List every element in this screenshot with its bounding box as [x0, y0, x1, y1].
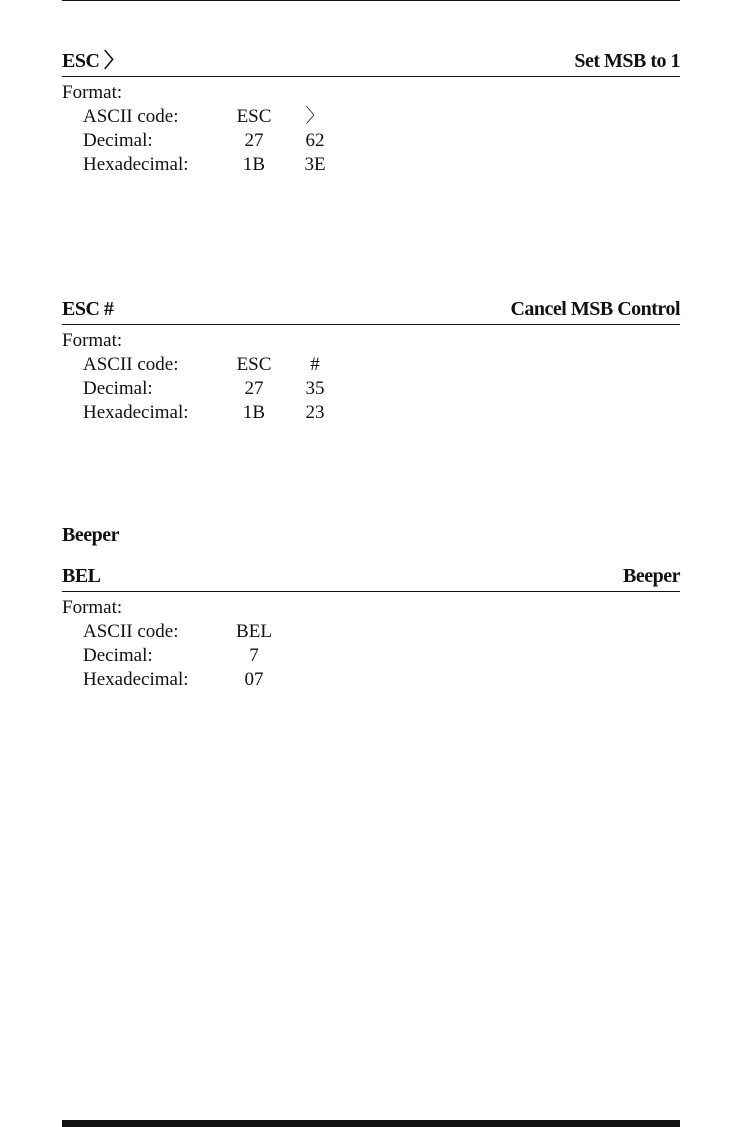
format-row-hex	[62, 153, 680, 177]
command-cancel-msb	[62, 298, 680, 425]
row-label: Hexadecimal:	[83, 669, 189, 690]
section-heading-beeper: Beeper	[62, 524, 119, 546]
row-value: #	[310, 354, 320, 375]
row-label: Hexadecimal:	[83, 402, 189, 423]
command-title: Beeper	[623, 565, 680, 587]
command-code: ESC #	[62, 298, 114, 320]
format-row-decimal	[62, 377, 680, 401]
format-label: Format:	[62, 82, 123, 103]
format-row-hex	[62, 401, 680, 425]
command-title: Set MSB to 1	[574, 50, 680, 72]
command-beeper	[62, 565, 680, 692]
row-value: 3E	[304, 154, 326, 175]
command-title: Cancel MSB Control	[510, 298, 680, 320]
top-rule	[62, 0, 680, 1]
command-header	[62, 50, 680, 77]
row-value: 7	[249, 645, 259, 666]
row-value: 27	[244, 130, 264, 151]
command-header	[62, 565, 680, 592]
row-value: BEL	[236, 621, 272, 642]
format-row-ascii	[62, 105, 680, 129]
format-row-ascii	[62, 353, 680, 377]
row-label: ASCII code:	[83, 621, 179, 642]
row-value: ESC	[236, 106, 272, 127]
row-label: ASCII code:	[83, 106, 179, 127]
format-row-decimal	[62, 644, 680, 668]
row-label: Decimal:	[83, 130, 153, 151]
command-code: ESC 〉	[62, 50, 124, 72]
row-value: 07	[244, 669, 264, 690]
row-value: 27	[244, 378, 264, 399]
format-row-decimal	[62, 129, 680, 153]
row-value: ESC	[236, 354, 272, 375]
command-header	[62, 298, 680, 325]
row-label: Decimal:	[83, 645, 153, 666]
row-value: 〉	[305, 106, 325, 127]
format-label: Format:	[62, 330, 123, 351]
format-row-hex	[62, 668, 680, 692]
format-label: Format:	[62, 597, 123, 618]
format-row-ascii	[62, 620, 680, 644]
command-code: BEL	[62, 565, 101, 587]
bottom-rule	[62, 1120, 680, 1127]
row-value: 62	[305, 130, 325, 151]
row-label: Hexadecimal:	[83, 154, 189, 175]
row-label: Decimal:	[83, 378, 153, 399]
row-value: 1B	[242, 154, 266, 175]
row-value: 35	[305, 378, 325, 399]
row-value: 1B	[242, 402, 266, 423]
row-value: 23	[305, 402, 325, 423]
command-set-msb	[62, 50, 680, 177]
row-label: ASCII code:	[83, 354, 179, 375]
